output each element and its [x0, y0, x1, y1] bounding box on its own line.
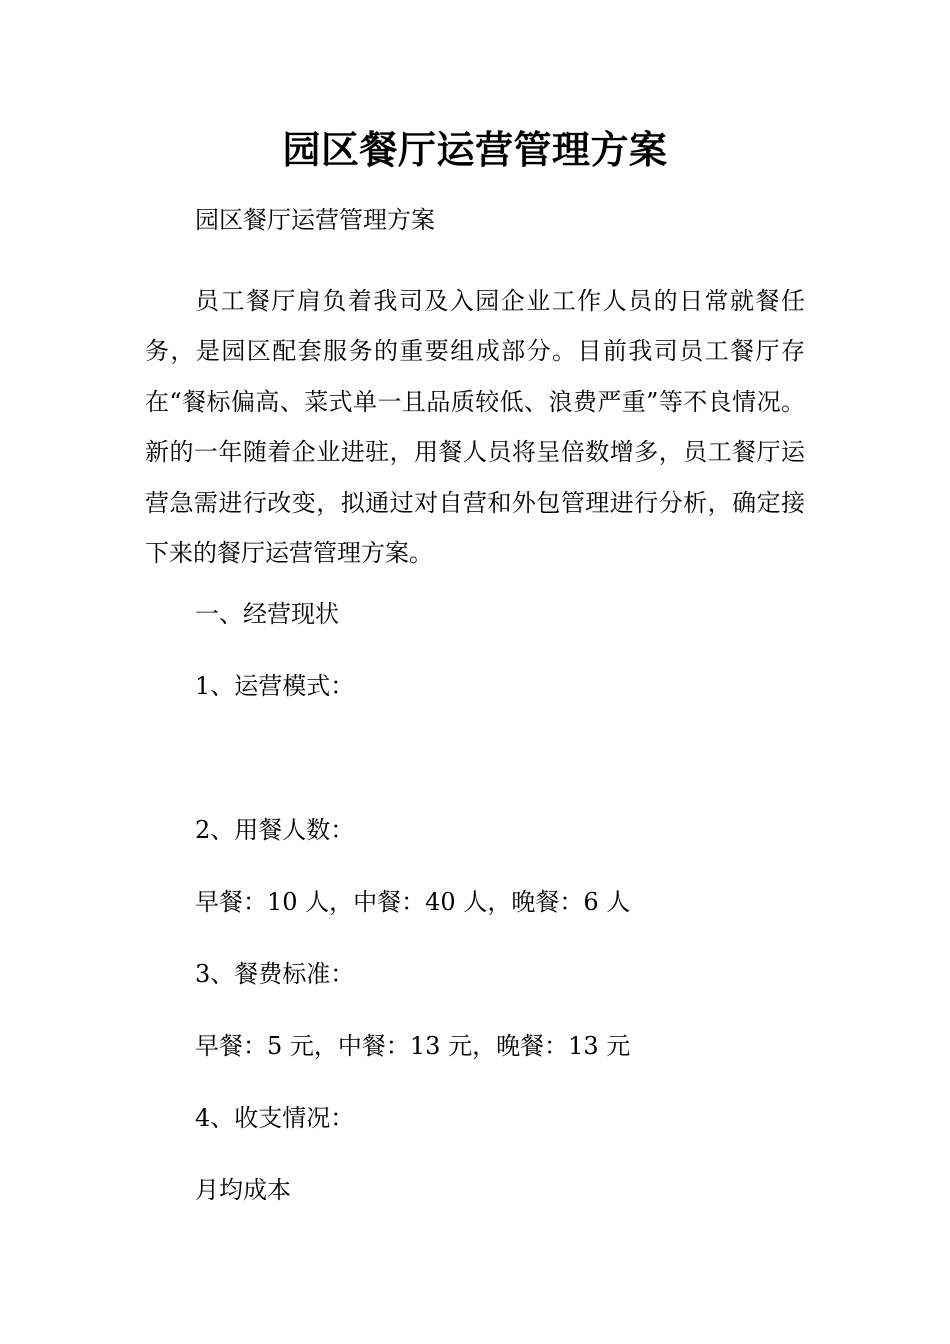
list-item-meal-standard: 3、餐费标准： — [195, 960, 355, 988]
list-item-operating-mode: 1、运营模式： — [195, 672, 355, 700]
document-title: 园区餐厅运营管理方案 — [282, 127, 668, 172]
list-item-income-expense: 4、收支情况： — [195, 1104, 355, 1132]
meal-standard-detail: 早餐：5 元，中餐：13 元，晚餐：13 元 — [195, 1032, 631, 1060]
section-heading: 一、经营现状 — [195, 600, 339, 628]
list-item-diner-count: 2、用餐人数： — [195, 816, 355, 844]
income-expense-detail: 月均成本 — [195, 1176, 291, 1204]
intro-paragraph: 员工餐厅肩负着我司及入园企业工作人员的日常就餐任务，是园区配套服务的重要组成部分。目前我司员工餐厅存在“餐标偏高、菜式单一且品质较低、浪费严重”等不良情况。新的一年随着企业进驻，用餐人员将呈倍数增多，员工餐厅运营急需进行改变，拟通过对自营和外包管理进行分析，确定接下来的餐厅运营管理方案。 — [145, 287, 805, 568]
diner-count-detail: 早餐：10 人，中餐：40 人，晚餐：6 人 — [195, 888, 631, 916]
document-subtitle: 园区餐厅运营管理方案 — [195, 206, 435, 234]
